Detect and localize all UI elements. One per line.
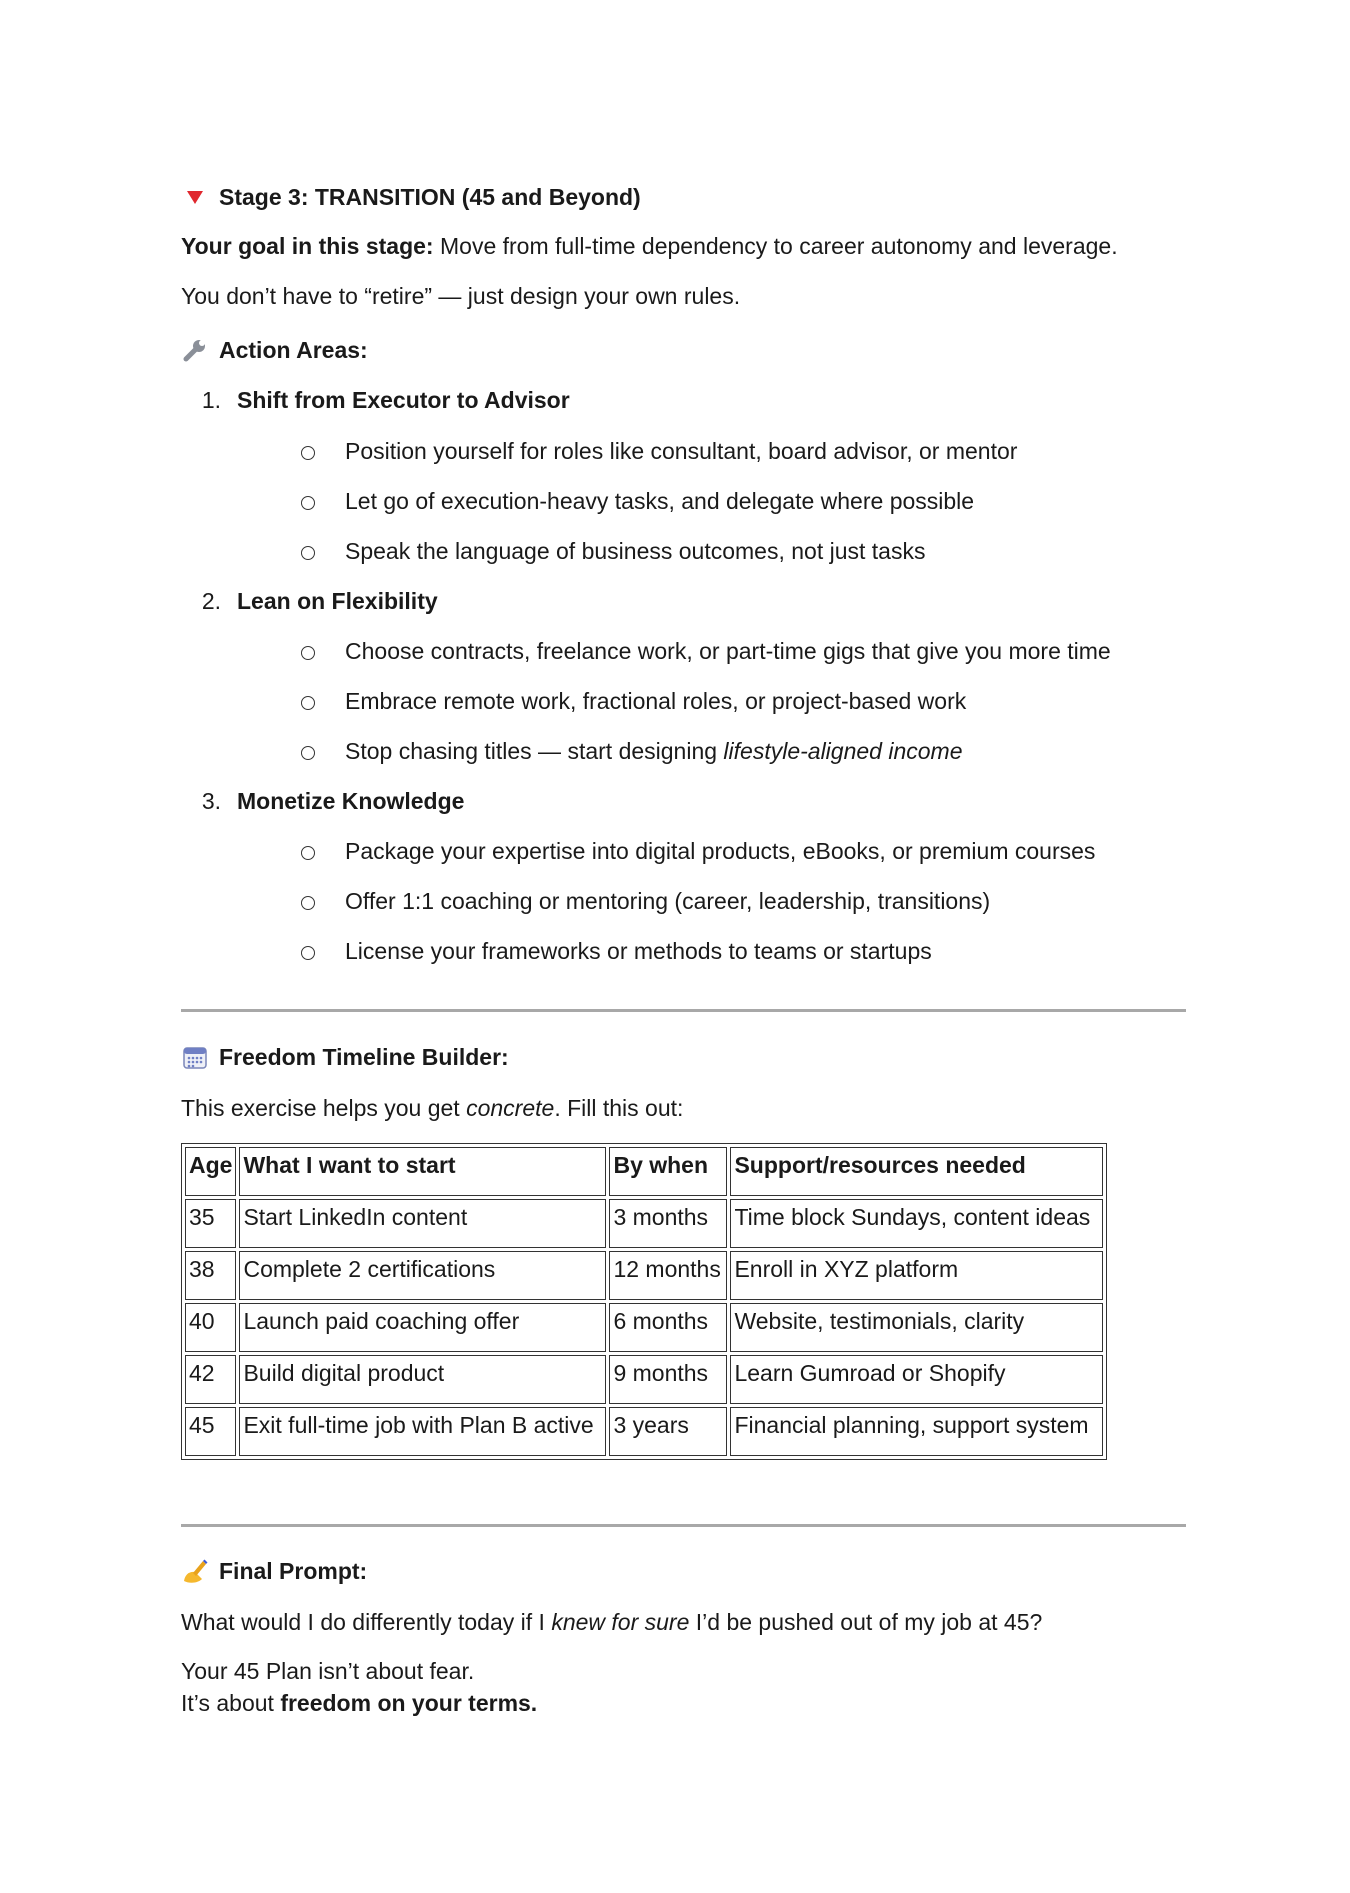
intro-text: This exercise helps you get	[181, 1095, 467, 1121]
item-title: Shift from Executor to Advisor	[237, 387, 570, 413]
hollow-bullet-icon	[301, 646, 315, 660]
closing-bold: freedom on your terms.	[280, 1690, 538, 1716]
cell-support: Learn Gumroad or Shopify	[730, 1355, 1103, 1404]
final-prompt-heading	[181, 1557, 367, 1585]
bullet-text: Let go of execution-heavy tasks, and delegate where possible	[345, 488, 975, 514]
stage-note: You don’t have to “retire” — just design your own rules.	[181, 283, 741, 309]
cell-by-when: 6 months	[609, 1303, 727, 1352]
bullet-text: Position yourself for roles like consultant, board advisor, or mentor	[345, 438, 1018, 464]
bullet-text: License your frameworks or methods to teams or startups	[345, 938, 932, 964]
divider	[181, 1524, 1186, 1527]
hollow-bullet-icon	[301, 496, 315, 510]
cell-support: Website, testimonials, clarity	[730, 1303, 1103, 1352]
cell-support: Time block Sundays, content ideas	[730, 1199, 1103, 1248]
cell-support: Enroll in XYZ platform	[730, 1251, 1103, 1300]
bullet-2-1	[301, 638, 1111, 665]
hollow-bullet-icon	[301, 896, 315, 910]
stage-goal	[181, 233, 1118, 260]
cell-by-when: 3 years	[609, 1407, 727, 1456]
cell-age: 45	[185, 1407, 236, 1456]
bullet-text: Package your expertise into digital products, eBooks, or premium courses	[345, 838, 1096, 864]
intro-text-end: . Fill this out:	[554, 1095, 684, 1121]
bullet-text: Speak the language of business outcomes, not just tasks	[345, 538, 926, 564]
table-row	[185, 1251, 1103, 1300]
item-number: 3.	[201, 788, 221, 814]
action-areas-heading-text: Action Areas:	[219, 336, 368, 363]
table-header-row	[185, 1147, 1103, 1196]
calendar-icon	[181, 1043, 209, 1071]
action-item-1-title	[181, 387, 570, 414]
item-title: Monetize Knowledge	[237, 788, 465, 814]
action-areas-heading	[181, 336, 368, 364]
item-number: 1.	[201, 387, 221, 413]
red-down-triangle-icon	[181, 183, 209, 211]
timeline-intro	[181, 1095, 683, 1122]
question-text: What would I do differently today if I	[181, 1609, 552, 1635]
action-item-2-title	[181, 588, 438, 615]
item-number: 2.	[201, 588, 221, 614]
action-item-3-title	[181, 788, 464, 815]
stage-heading	[181, 183, 641, 211]
hollow-bullet-icon	[301, 746, 315, 760]
bullet-1-2	[301, 488, 974, 515]
timeline-heading	[181, 1043, 509, 1071]
cell-start: Launch paid coaching offer	[239, 1303, 606, 1352]
bullet-italic-text: lifestyle-aligned income	[723, 738, 963, 764]
hollow-bullet-icon	[301, 946, 315, 960]
cell-start: Complete 2 certifications	[239, 1251, 606, 1300]
question-text-end: I’d be pushed out of my job at 45?	[689, 1609, 1043, 1635]
timeline-heading-text: Freedom Timeline Builder:	[219, 1043, 509, 1070]
cell-age: 40	[185, 1303, 236, 1352]
bullet-1-1	[301, 438, 1017, 465]
cell-age: 38	[185, 1251, 236, 1300]
cell-start: Exit full-time job with Plan B active	[239, 1407, 606, 1456]
table-row	[185, 1199, 1103, 1248]
column-header-by-when: By when	[609, 1147, 727, 1196]
bullet-text: Choose contracts, freelance work, or part-time gigs that give you more time	[345, 638, 1111, 664]
freedom-timeline-table	[181, 1143, 1107, 1460]
cell-start: Build digital product	[239, 1355, 606, 1404]
bullet-3-2	[301, 888, 990, 915]
cell-by-when: 3 months	[609, 1199, 727, 1248]
hollow-bullet-icon	[301, 846, 315, 860]
bullet-2-3	[301, 738, 963, 765]
goal-label: Your goal in this stage:	[181, 233, 434, 259]
goal-text: Move from full-time dependency to career autonomy and leverage.	[433, 233, 1118, 259]
cell-support: Financial planning, support system	[730, 1407, 1103, 1456]
table-row	[185, 1407, 1103, 1456]
cell-start: Start LinkedIn content	[239, 1199, 606, 1248]
cell-by-when: 9 months	[609, 1355, 727, 1404]
bullet-text: Embrace remote work, fractional roles, or project-based work	[345, 688, 967, 714]
closing-line-2	[181, 1690, 537, 1717]
column-header-start: What I want to start	[239, 1147, 606, 1196]
question-italic: knew for sure	[551, 1609, 690, 1635]
closing-line-1: Your 45 Plan isn’t about fear.	[181, 1658, 475, 1684]
final-question	[181, 1609, 1042, 1636]
bullet-2-2	[301, 688, 966, 715]
hollow-bullet-icon	[301, 696, 315, 710]
item-title: Lean on Flexibility	[237, 588, 438, 614]
table-row	[185, 1355, 1103, 1404]
bullet-text: Stop chasing titles — start designing	[345, 738, 724, 764]
cell-age: 42	[185, 1355, 236, 1404]
final-prompt-heading-text: Final Prompt:	[219, 1557, 368, 1584]
stage-heading-text: Stage 3: TRANSITION (45 and Beyond)	[219, 183, 641, 210]
bullet-text: Offer 1:1 coaching or mentoring (career, leadership, transitions)	[345, 888, 991, 914]
cell-by-when: 12 months	[609, 1251, 727, 1300]
writing-hand-icon	[181, 1557, 209, 1585]
wrench-icon	[181, 336, 209, 364]
bullet-1-3	[301, 538, 925, 565]
closing-text: It’s about	[181, 1690, 281, 1716]
intro-italic: concrete	[466, 1095, 555, 1121]
column-header-age: Age	[185, 1147, 236, 1196]
table-row	[185, 1303, 1103, 1352]
divider	[181, 1009, 1186, 1012]
bullet-3-3	[301, 938, 932, 965]
cell-age: 35	[185, 1199, 236, 1248]
hollow-bullet-icon	[301, 446, 315, 460]
column-header-support: Support/resources needed	[730, 1147, 1103, 1196]
hollow-bullet-icon	[301, 546, 315, 560]
bullet-3-1	[301, 838, 1095, 865]
